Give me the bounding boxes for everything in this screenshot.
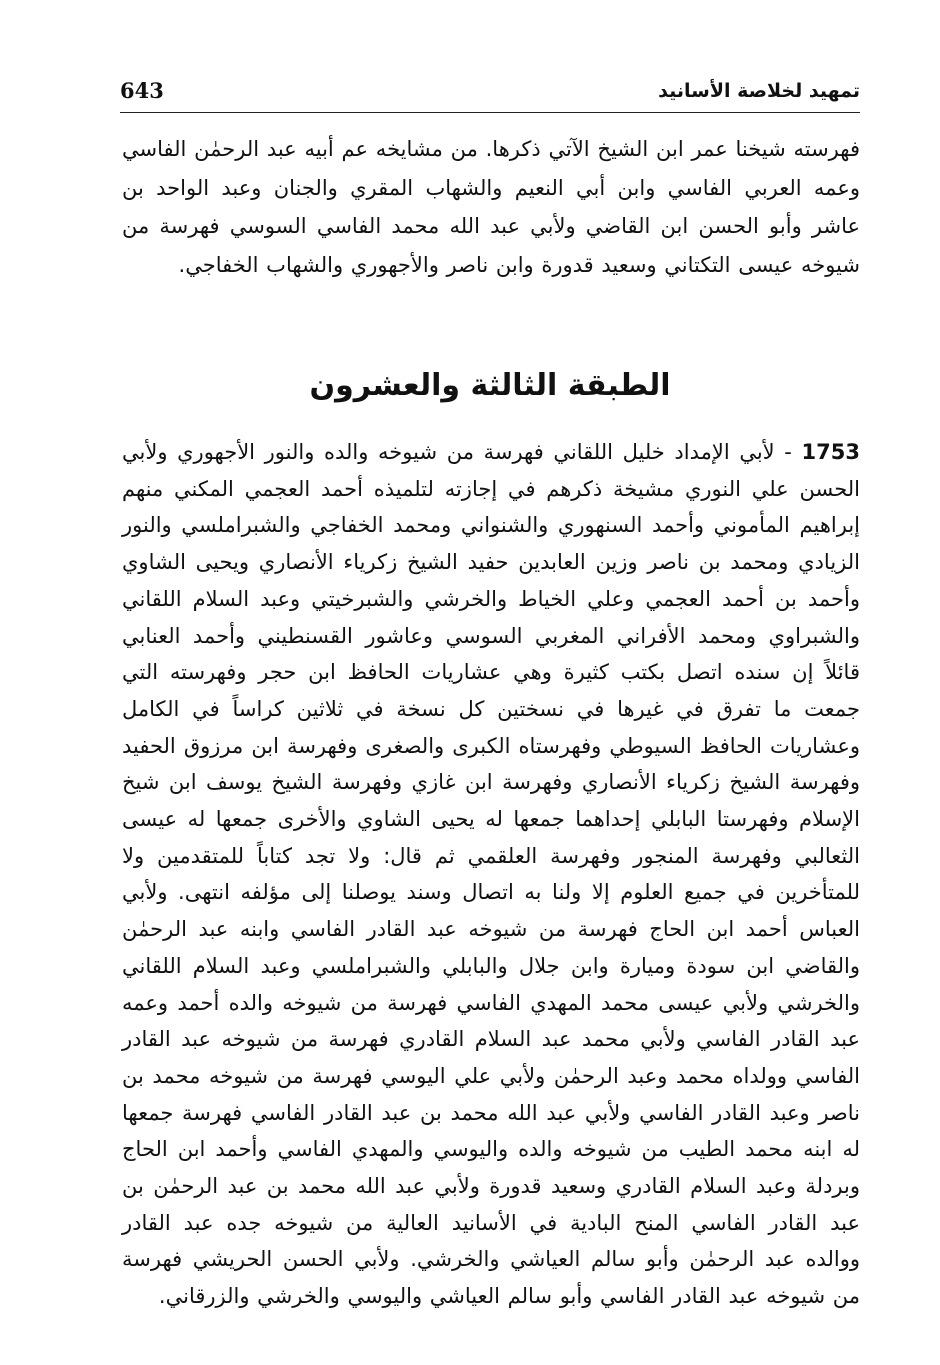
- entry-text: لأبي الإمداد خليل اللقاني فهرسة من شيوخه والده والنور الأجهوري ولأبي الحسن علي النوري مشيخة ذكرهم في إجازته لتلميذه أحمد العجمي المكني منهم إبراهيم المأموني وأحمد السنهوري والشنواني ومحمد الخفاجي والشبراملسي والنور الزيادي ومحمد بن ناصر وزين العابدين حفيد الشيخ زكرياء الأنصاري ويحيى الشاوي وأحمد بن أحمد العجمي وعلي الخياط والخرشي والشبرخيتي وعبد السلام اللقاني والشبراوي ومحمد الأفراني المغربي السوسي وعاشور القسنطيني وأحمد العنابي قائلاً إن سنده اتصل بكتب كثيرة وهي عشاريات الحافظ ابن حجر وفهرسته التي جمعت ما تفرق في غيرها في نسختين كل نسخة في ثلاثين كراساً في الكامل وعشاريات الحافظ السيوطي وفهرستاه الكبرى والصغرى وفهرسة ابن مرزوق الحفيد وفهرسة الشيخ زكرياء الأنصاري وفهرسة ابن غازي وفهرسة الشيخ يوسف ابن شيخ الإسلام وفهرستا البابلي إحداهما جمعها له يحيى الشاوي والأخرى جمعها له عيسى الثعالبي وفهرسة المنجور وفهرسة العلقمي ثم قال: ولا تجد كتاباً للمتقدمين ولا للمتأخرين في جميع العلوم إلا ولنا به اتصال وسند يوصلنا إلى مؤلفه انتهى. ولأبي العباس أحمد ابن الحاج فهرسة من شيوخه عبد القادر الفاسي وابنه عبد الرحمٰن والقاضي ابن سودة وميارة وابن جلال والبابلي والشبراملسي وعبد السلام اللقاني والخرشي ولأبي عيسى محمد المهدي الفاسي فهرسة من شيوخه والده أحمد وعمه عبد القادر الفاسي ولأبي محمد عبد السلام القادري فهرسة من شيوخه عبد القادر الفاسي وولداه محمد وعبد الرحمٰن ولأبي علي اليوسي فهرسة من شيوخه محمد بن ناصر وعبد القادر الفاسي ولأبي عبد الله محمد بن عبد القادر الفاسي فهرسة جمعها له ابنه محمد الطيب من شيوخه والده واليوسي والمهدي الفاسي وأحمد ابن الحاج وبردلة وعبد السلام القادري وسعيد قدورة ولأبي عبد الله محمد بن عبد الرحمٰن بن عبد القادر الفاسي المنح البادية في الأسانيد العالية من شيوخه جده عبد القادر ووالده عبد الرحمٰن وأبو سالم العياشي والخرشي. ولأبي الحسن الحريشي فهرسة من شيوخه عبد القادر الفاسي وأبو سالم العياشي واليوسي والخرشي والزرقاني.: [122, 440, 860, 1309]
- running-title: تمهيد لخلاصة الأسانيد: [658, 80, 860, 102]
- section-heading: الطبقة الثالثة والعشرون: [309, 368, 671, 403]
- running-header: [120, 78, 860, 110]
- page-number: 643: [120, 78, 164, 103]
- header-rule: [120, 112, 860, 113]
- entry-number: 1753: [801, 440, 860, 464]
- entry-paragraph: [122, 434, 860, 1315]
- intro-paragraph: فهرسته شيخنا عمر ابن الشيخ الآتي ذكرها. من مشايخه عم أبيه عبد الرحمٰن الفاسي وعمه العربي الفاسي وابن أبي النعيم والشهاب المقري والجنان وعبد الواحد بن عاشر وأبو الحسن ابن القاضي ولأبي عبد الله محمد الفاسي السوسي فهرسة من شيوخه عيسى التكتاني وسعيد قدورة وابن ناصر والأجهوري والشهاب الخفاجي.: [122, 137, 860, 277]
- entry-separator: -: [774, 440, 802, 464]
